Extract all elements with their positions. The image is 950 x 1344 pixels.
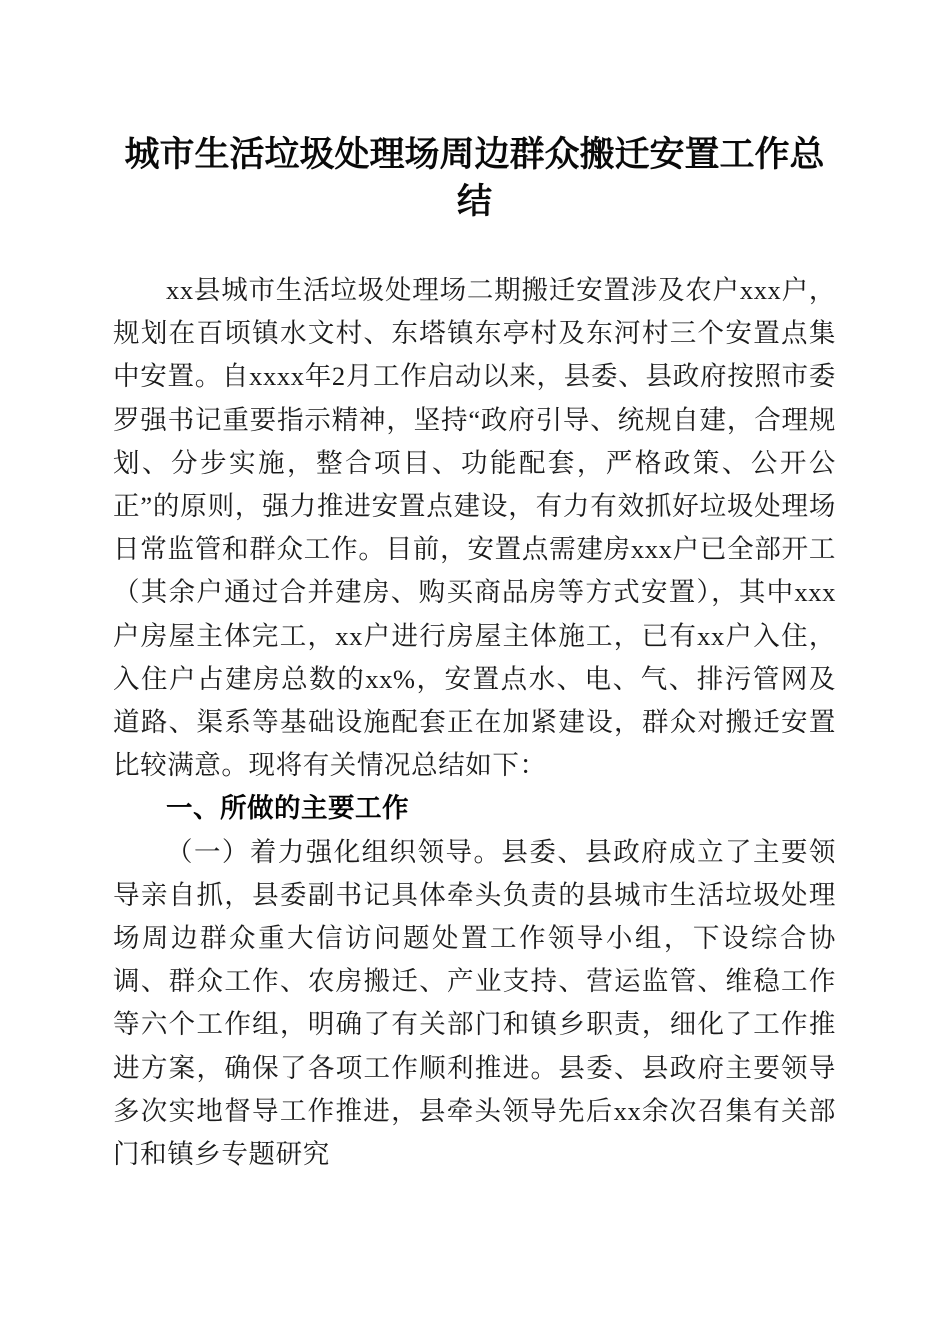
section-heading-one: 一、所做的主要工作 bbox=[166, 793, 409, 824]
section-one-paragraph: （一）着力强化组织领导。县委、县政府成立了主要领导亲自抓，县委副书记具体牵头负责的县城市生活垃圾处理场周边群众重大信访问题处置工作领导小组，下设综合协调、群众工作、农房搬迁、产业支持、营运监管、维稳工作等六个工作组，明确了有关部门和镇乡职责，细化了工作推进方案，确保了各项工作顺利推进。县委、县政府主要领导多次实地督导工作推进，县牵头领导先后xx余次召集有关部门和镇乡专题研究 bbox=[113, 836, 836, 1170]
page-title: 城市生活垃圾处理场周边群众搬迁安置工作总结 bbox=[124, 135, 825, 221]
page-content bbox=[113, 0, 836, 1176]
title-body-spacer bbox=[113, 225, 836, 269]
intro-paragraph: xx县城市生活垃圾处理场二期搬迁安置涉及农户xxx户，规划在百顷镇水文村、东塔镇东亭村及东河村三个安置点集中安置。自xxxx年2月工作启动以来，县委、县政府按照市委罗强书记重要指示精神，坚持“政府引导、统规自建，合理规划、分步实施，整合项目、功能配套，严格政策、公开公正”的原则，强力推进安置点建设，有力有效抓好垃圾处理场日常监管和群众工作。目前，安置点需建房xxx户已全部开工（其余户通过合并建房、购买商品房等方式安置），其中xxx户房屋主体完工，xx户进行房屋主体施工，已有xx户入住，入住户占建房总数的xx%，安置点水、电、气、排污管网及道路、渠系等基础设施配套正在加紧建设，群众对搬迁安置比较满意。现将有关情况总结如下： bbox=[113, 275, 836, 781]
